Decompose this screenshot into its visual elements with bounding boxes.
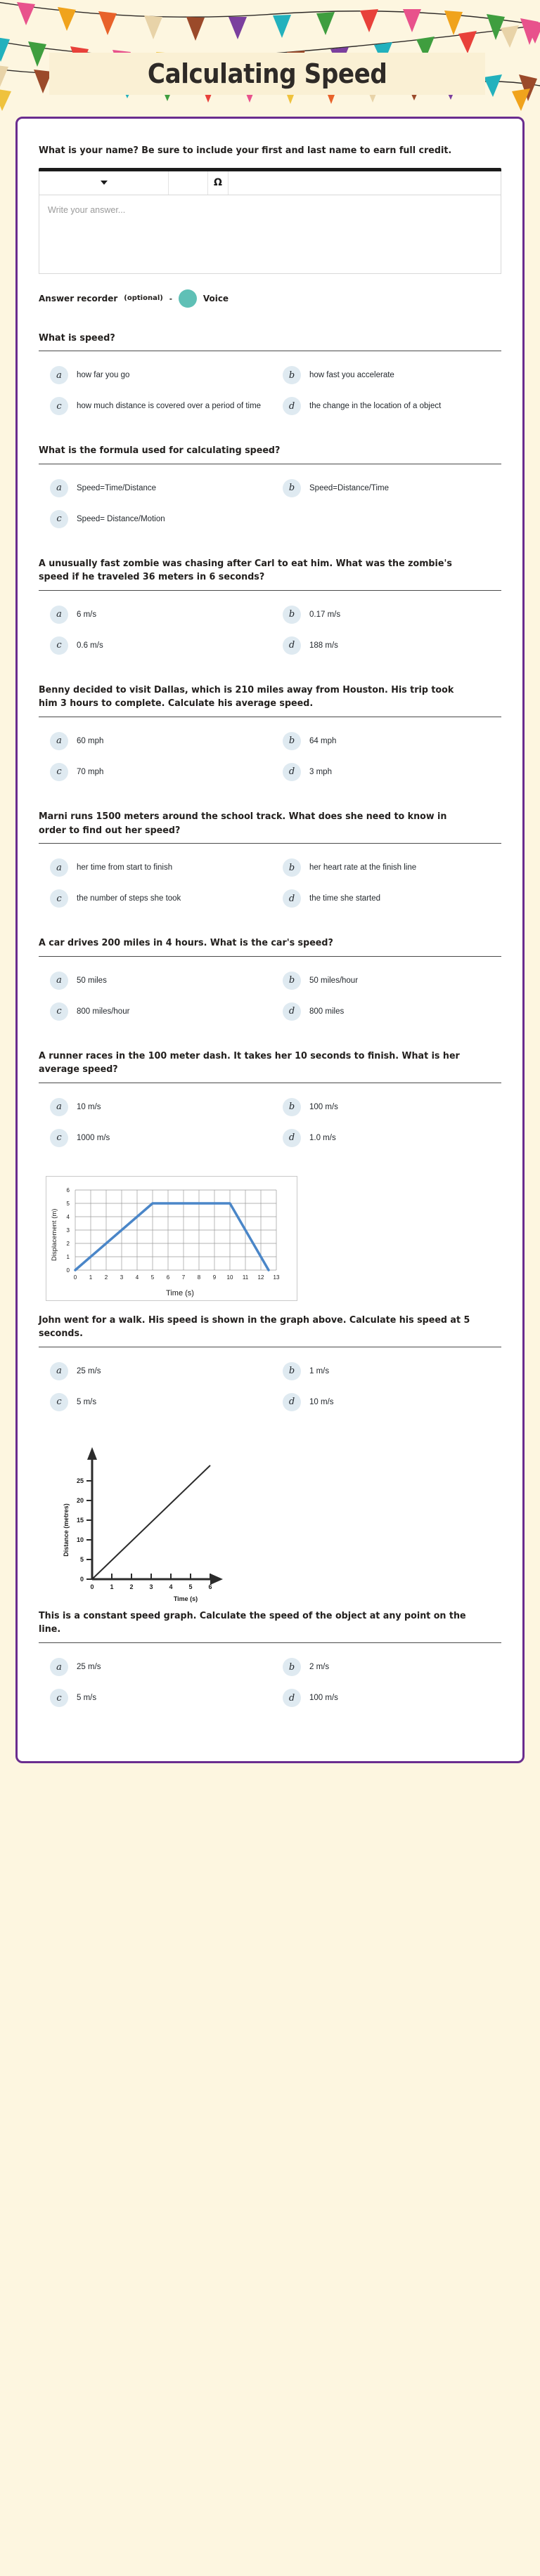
- choice-key[interactable]: a: [50, 366, 68, 384]
- choice-label[interactable]: Speed=Distance/Time: [309, 483, 390, 492]
- toolbar-spacer-group: [169, 171, 208, 195]
- choice-option[interactable]: [280, 361, 501, 389]
- choice-label[interactable]: 0.6 m/s: [77, 641, 103, 650]
- choice-grid: [39, 727, 501, 786]
- choice-key[interactable]: d: [283, 1689, 301, 1707]
- choice-label[interactable]: 188 m/s: [309, 641, 338, 650]
- svg-text:1: 1: [66, 1253, 70, 1260]
- choice-label[interactable]: how much distance is covered over a period of time: [77, 402, 262, 411]
- choice-option[interactable]: [280, 1357, 501, 1385]
- distance-time-plot: [56, 1440, 266, 1591]
- choice-option[interactable]: [47, 1124, 269, 1152]
- choice-key[interactable]: b: [283, 606, 301, 624]
- svg-text:10: 10: [76, 1536, 84, 1543]
- svg-text:0: 0: [66, 1267, 70, 1274]
- choice-option[interactable]: [280, 884, 501, 913]
- question-prompt: A car drives 200 miles in 4 hours. What is the car's speed?: [39, 937, 333, 949]
- choice-option[interactable]: [47, 361, 269, 389]
- choice-key[interactable]: b: [283, 858, 301, 877]
- svg-text:3: 3: [66, 1227, 70, 1234]
- choice-option[interactable]: [280, 1388, 501, 1416]
- choice-key[interactable]: b: [283, 732, 301, 750]
- svg-text:7: 7: [181, 1274, 186, 1281]
- choice-label[interactable]: 1.0 m/s: [309, 1133, 336, 1142]
- choice-key[interactable]: c: [50, 1002, 68, 1021]
- choice-label[interactable]: 5 m/s: [77, 1694, 97, 1702]
- answer-recorder-dash: -: [169, 293, 172, 303]
- choice-key[interactable]: a: [50, 1098, 68, 1116]
- answer-placeholder: Write your answer...: [48, 204, 126, 215]
- choice-option[interactable]: [47, 1653, 269, 1681]
- voice-label: Voice: [202, 293, 229, 303]
- displacement-time-chart: [46, 1176, 297, 1301]
- svg-text:10: 10: [226, 1274, 233, 1281]
- question-prompt: What is speed?: [39, 332, 115, 344]
- question-prompt: A unusually fast zombie was chasing after Carl to eat him. What was the zombie's speed if he traveled 36 meters in 6 seconds?: [39, 557, 452, 583]
- svg-text:6: 6: [166, 1274, 170, 1281]
- question-prompt: John went for a walk. His speed is shown in the graph above. Calculate his speed at 5 seconds.: [39, 1314, 470, 1340]
- svg-text:20: 20: [76, 1496, 84, 1504]
- choice-option[interactable]: [47, 854, 269, 882]
- choice-label[interactable]: 10 m/s: [309, 1397, 334, 1406]
- question-divider: [39, 843, 501, 844]
- svg-text:11: 11: [242, 1274, 249, 1281]
- choice-label[interactable]: 70 mph: [77, 767, 104, 776]
- choice-label[interactable]: the number of steps she took: [77, 894, 181, 903]
- choice-label[interactable]: the time she started: [309, 894, 380, 903]
- choice-grid: [39, 854, 501, 913]
- chevron-down-icon[interactable]: [101, 181, 108, 185]
- record-voice-button[interactable]: [179, 289, 197, 308]
- answer-textarea[interactable]: [39, 195, 501, 274]
- choice-label[interactable]: her heart rate at the finish line: [309, 863, 417, 872]
- choice-option[interactable]: [47, 758, 269, 786]
- choice-option[interactable]: [280, 967, 501, 995]
- omega-symbol-icon[interactable]: Ω: [214, 177, 222, 189]
- choice-option[interactable]: [280, 727, 501, 755]
- choice-grid: [39, 474, 501, 533]
- question-zombie: [39, 557, 501, 660]
- choice-key[interactable]: b: [283, 1658, 301, 1676]
- choice-key[interactable]: c: [50, 397, 68, 415]
- choice-label[interactable]: 100 m/s: [309, 1694, 338, 1702]
- choice-option[interactable]: [47, 1684, 269, 1712]
- question-prompt: What is your name? Be sure to include your first and last name to earn full credit.: [39, 145, 452, 156]
- choice-option[interactable]: [280, 758, 501, 786]
- choice-grid: [39, 967, 501, 1026]
- choice-key[interactable]: c: [50, 510, 68, 528]
- choice-label[interactable]: her time from start to finish: [77, 863, 173, 872]
- svg-text:4: 4: [135, 1274, 139, 1281]
- choice-option[interactable]: [47, 998, 269, 1026]
- question-formula: [39, 444, 501, 533]
- choice-key[interactable]: b: [283, 479, 301, 497]
- choice-option[interactable]: [47, 601, 269, 629]
- choice-option[interactable]: [47, 1388, 269, 1416]
- svg-text:9: 9: [212, 1274, 217, 1281]
- svg-text:12: 12: [257, 1274, 264, 1281]
- svg-text:0: 0: [90, 1583, 94, 1590]
- choice-key[interactable]: c: [50, 636, 68, 655]
- choice-key[interactable]: d: [283, 636, 301, 655]
- font-family-dropdown[interactable]: [39, 171, 169, 195]
- choice-option[interactable]: [280, 1653, 501, 1681]
- svg-text:1: 1: [110, 1583, 114, 1590]
- choice-label[interactable]: 800 miles: [309, 1007, 345, 1016]
- choice-label[interactable]: 64 mph: [309, 736, 337, 745]
- choice-key[interactable]: d: [283, 763, 301, 781]
- question-runner: [39, 1050, 501, 1152]
- svg-text:2: 2: [104, 1274, 108, 1281]
- title-plate: [49, 53, 485, 95]
- choice-label[interactable]: 50 miles/hour: [309, 976, 359, 985]
- choice-option[interactable]: [280, 1684, 501, 1712]
- choice-option[interactable]: [280, 998, 501, 1026]
- choice-key[interactable]: c: [50, 1129, 68, 1147]
- question-what-is-speed: [39, 332, 501, 421]
- question-marni: [39, 810, 501, 913]
- choice-option[interactable]: [47, 632, 269, 660]
- choice-label[interactable]: 50 miles: [77, 976, 107, 985]
- question-open-response: [39, 144, 501, 308]
- choice-option[interactable]: [47, 884, 269, 913]
- page-title: Calculating Speed: [147, 58, 387, 89]
- choice-key[interactable]: a: [50, 1362, 68, 1380]
- choice-grid: [39, 601, 501, 660]
- choice-label[interactable]: 800 miles/hour: [77, 1007, 130, 1016]
- choice-key[interactable]: c: [50, 889, 68, 908]
- card-bottom-spacer: [39, 1736, 501, 1740]
- question-prompt: What is the formula used for calculating speed?: [39, 445, 281, 457]
- question-prompt: This is a constant speed graph. Calculate the speed of the object at any point on the line.: [39, 1609, 466, 1635]
- choice-grid: [39, 1357, 501, 1416]
- choice-label[interactable]: 10 m/s: [77, 1102, 101, 1111]
- answer-recorder-label: Answer recorder: [39, 293, 118, 303]
- page-banner: [0, 0, 540, 112]
- svg-text:13: 13: [273, 1274, 280, 1281]
- choice-key[interactable]: c: [50, 1689, 68, 1707]
- choice-label[interactable]: 5 m/s: [77, 1397, 97, 1406]
- choice-label[interactable]: 6 m/s: [77, 610, 97, 619]
- chart-x-axis-label: Time (s): [166, 1288, 194, 1297]
- question-divider: [39, 956, 501, 957]
- chart-y-axis-label: Distance (metres): [63, 1503, 70, 1557]
- question-divider: [39, 1642, 501, 1643]
- choice-option[interactable]: [280, 632, 501, 660]
- svg-text:2: 2: [129, 1583, 134, 1590]
- question-john-walk: [39, 1314, 501, 1416]
- question-divider: [39, 590, 501, 591]
- choice-grid: [39, 1093, 501, 1152]
- svg-text:0: 0: [79, 1575, 84, 1583]
- svg-text:5: 5: [188, 1583, 193, 1590]
- choice-option[interactable]: [280, 392, 501, 420]
- editor-toolbar[interactable]: [39, 171, 501, 195]
- choice-key[interactable]: b: [283, 972, 301, 990]
- choice-label[interactable]: how fast you accelerate: [309, 371, 394, 380]
- svg-text:8: 8: [197, 1274, 201, 1281]
- choice-option[interactable]: [280, 1093, 501, 1121]
- svg-text:5: 5: [79, 1555, 84, 1563]
- choice-label[interactable]: 1000 m/s: [77, 1133, 110, 1142]
- svg-text:1: 1: [89, 1274, 93, 1281]
- svg-text:4: 4: [66, 1213, 70, 1220]
- choice-key[interactable]: c: [50, 1393, 68, 1411]
- svg-text:5: 5: [66, 1200, 70, 1207]
- choice-label[interactable]: how far you go: [77, 371, 130, 380]
- displacement-time-plot: [58, 1182, 283, 1288]
- choice-label[interactable]: Speed= Distance/Motion: [77, 514, 165, 523]
- choice-label[interactable]: 25 m/s: [77, 1663, 101, 1671]
- svg-text:0: 0: [73, 1274, 77, 1281]
- choice-key[interactable]: a: [50, 858, 68, 877]
- question-constant-speed: [39, 1609, 501, 1712]
- svg-text:3: 3: [120, 1274, 124, 1281]
- choice-key[interactable]: b: [283, 1362, 301, 1380]
- choice-key[interactable]: a: [50, 606, 68, 624]
- choice-option[interactable]: [47, 1357, 269, 1385]
- svg-text:6: 6: [66, 1186, 70, 1194]
- choice-option[interactable]: [280, 854, 501, 882]
- choice-option[interactable]: [280, 601, 501, 629]
- special-character-button[interactable]: [208, 171, 229, 195]
- choice-grid: [39, 1653, 501, 1712]
- chart-x-axis-label: Time (s): [173, 1595, 198, 1602]
- choice-key[interactable]: d: [283, 889, 301, 908]
- worksheet-card: [15, 117, 525, 1763]
- choice-label[interactable]: 60 mph: [77, 736, 104, 745]
- toolbar-trailing-group: [229, 171, 501, 195]
- svg-text:5: 5: [150, 1274, 155, 1281]
- choice-label[interactable]: 1 m/s: [309, 1366, 330, 1375]
- choice-key[interactable]: d: [283, 1129, 301, 1147]
- choice-option[interactable]: [47, 474, 269, 502]
- choice-option[interactable]: [280, 474, 501, 502]
- svg-text:4: 4: [169, 1583, 173, 1590]
- choice-label[interactable]: 100 m/s: [309, 1102, 338, 1111]
- question-car: [39, 936, 501, 1026]
- choice-key[interactable]: b: [283, 1098, 301, 1116]
- question-benny: [39, 684, 501, 786]
- choice-option[interactable]: [47, 1093, 269, 1121]
- answer-recorder-optional: (optional): [124, 294, 163, 303]
- choice-label[interactable]: 25 m/s: [77, 1366, 101, 1375]
- choice-option[interactable]: [47, 967, 269, 995]
- choice-key[interactable]: c: [50, 763, 68, 781]
- answer-recorder[interactable]: [39, 289, 501, 308]
- choice-label[interactable]: 3 mph: [309, 767, 332, 776]
- choice-label[interactable]: Speed=Time/Distance: [77, 483, 157, 492]
- question-prompt: Benny decided to visit Dallas, which is 210 miles away from Houston. His trip took him 3 hours to complete. Calculate his average speed.: [39, 684, 454, 710]
- choice-key[interactable]: d: [283, 1393, 301, 1411]
- choice-option[interactable]: [47, 727, 269, 755]
- choice-option[interactable]: [47, 505, 269, 533]
- svg-text:2: 2: [66, 1240, 70, 1247]
- question-prompt: Marni runs 1500 meters around the school track. What does she need to know in order to find out her speed?: [39, 810, 447, 836]
- svg-text:3: 3: [149, 1583, 153, 1590]
- choice-label[interactable]: the change in the location of a object: [309, 402, 442, 411]
- chart-y-axis-label: Displacement (m): [51, 1208, 58, 1261]
- choice-key[interactable]: d: [283, 1002, 301, 1021]
- choice-grid: [39, 361, 501, 420]
- distance-time-chart: [56, 1440, 288, 1602]
- choice-key[interactable]: a: [50, 972, 68, 990]
- rich-text-editor[interactable]: [39, 168, 501, 274]
- question-prompt: A runner races in the 100 meter dash. It takes her 10 seconds to finish. What is her average speed?: [39, 1050, 460, 1075]
- svg-text:6: 6: [208, 1583, 212, 1590]
- choice-label[interactable]: 2 m/s: [309, 1663, 330, 1671]
- svg-text:15: 15: [76, 1516, 84, 1524]
- choice-key[interactable]: a: [50, 732, 68, 750]
- choice-key[interactable]: a: [50, 479, 68, 497]
- choice-option[interactable]: [47, 392, 269, 420]
- svg-text:25: 25: [76, 1477, 84, 1484]
- choice-key[interactable]: a: [50, 1658, 68, 1676]
- choice-key[interactable]: d: [283, 397, 301, 415]
- choice-label[interactable]: 0.17 m/s: [309, 610, 341, 619]
- choice-option[interactable]: [280, 1124, 501, 1152]
- choice-key[interactable]: b: [283, 366, 301, 384]
